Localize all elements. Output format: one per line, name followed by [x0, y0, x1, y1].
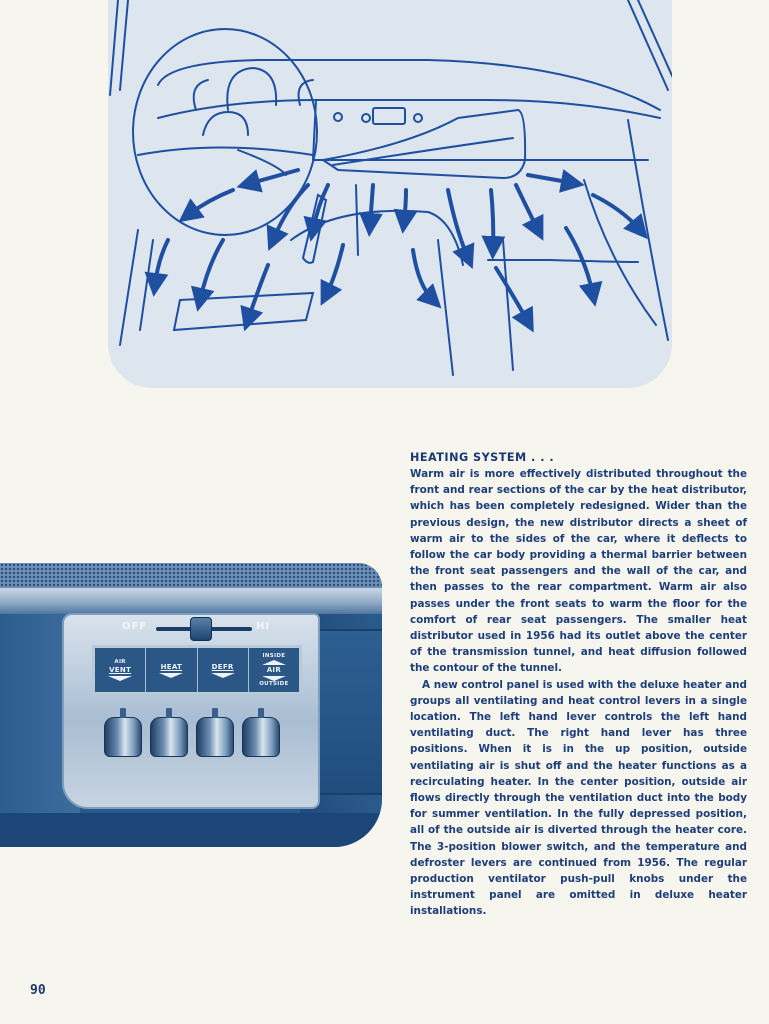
up-arrow-icon: [262, 660, 286, 665]
down-arrow-icon: [108, 676, 132, 681]
label-heat: [146, 648, 197, 692]
article-paragraph-2: A new control panel is used with the deluxe heater and groups all ventilating and heat control levers in a single location. The left hand lever controls the left hand ventilating duct. The right hand lever has three positions. When it is in the up position, outside ventilating air is shut off and the heater functions as a recirculating heater. In the center position, outside air flows directly through the ventilation duct into the body for summer ventilation. In the fully depressed position, all of the outside air is diverted through the heater core. The 3-position blower switch, and the temperature and defroster levers are continued from 1956. The regular production ventilator push-pull knobs under the instrument panel are omitted in deluxe heater installations.: [410, 678, 747, 918]
label-heat-main: HEAT: [160, 662, 183, 671]
lever-label-window: [92, 645, 302, 695]
down-arrow-icon: [159, 673, 183, 678]
article-heading: HEATING SYSTEM . . .: [410, 451, 555, 464]
label-vent-main: VENT: [109, 666, 132, 674]
control-levers: [100, 707, 290, 767]
slider-knob: [190, 617, 212, 641]
label-air-main: AIR: [266, 665, 282, 674]
label-vent: [95, 648, 146, 692]
slider-off-label: OFF: [122, 621, 148, 632]
down-arrow-icon: [211, 673, 235, 678]
label-defr-main: DEFR: [211, 662, 234, 671]
speaker-grille: [0, 563, 382, 588]
label-defr: [198, 648, 249, 692]
label-air-top: INSIDE: [262, 652, 286, 659]
label-vent-top: AIR: [114, 659, 126, 665]
page-number: 90: [30, 983, 46, 998]
label-air-bottom: OUTSIDE: [259, 680, 289, 687]
article-column: [410, 450, 747, 920]
article-paragraph-1: Warm air is more effectively distributed throughout the front and rear sections of the car by the heat distributor, which has been completely redesigned. Wider than the previous design, the new distributor directs a sheet of warm air to the sides of the car, where it deflects to follow the car body providing a thermal barrier between the front seat passengers and the wall of the car, and then passes to the rear compartment. Warm air also passes under the front seats to warm the floor for the comfort of rear seat passengers. The smaller heat distributor used in 1956 had its outlet above the center of the transmission tunnel, and heat diffusion followed the contour of the tunnel.: [410, 468, 747, 675]
heat-distribution-illustration: [108, 0, 672, 388]
defr-lever: [196, 717, 234, 757]
heater-control-bezel: [62, 613, 320, 809]
heat-lever: [150, 717, 188, 757]
air-lever: [242, 717, 280, 757]
glovebox-door: [310, 629, 382, 795]
vent-lever: [104, 717, 142, 757]
dash-rail: [0, 588, 382, 614]
control-panel-photo: [0, 563, 382, 847]
label-air: [249, 648, 299, 692]
dash-bottom-band: [0, 813, 382, 847]
blower-slider: [64, 617, 318, 637]
slider-hi-label: HI: [256, 621, 271, 632]
car-interior-line-drawing: [108, 0, 672, 388]
